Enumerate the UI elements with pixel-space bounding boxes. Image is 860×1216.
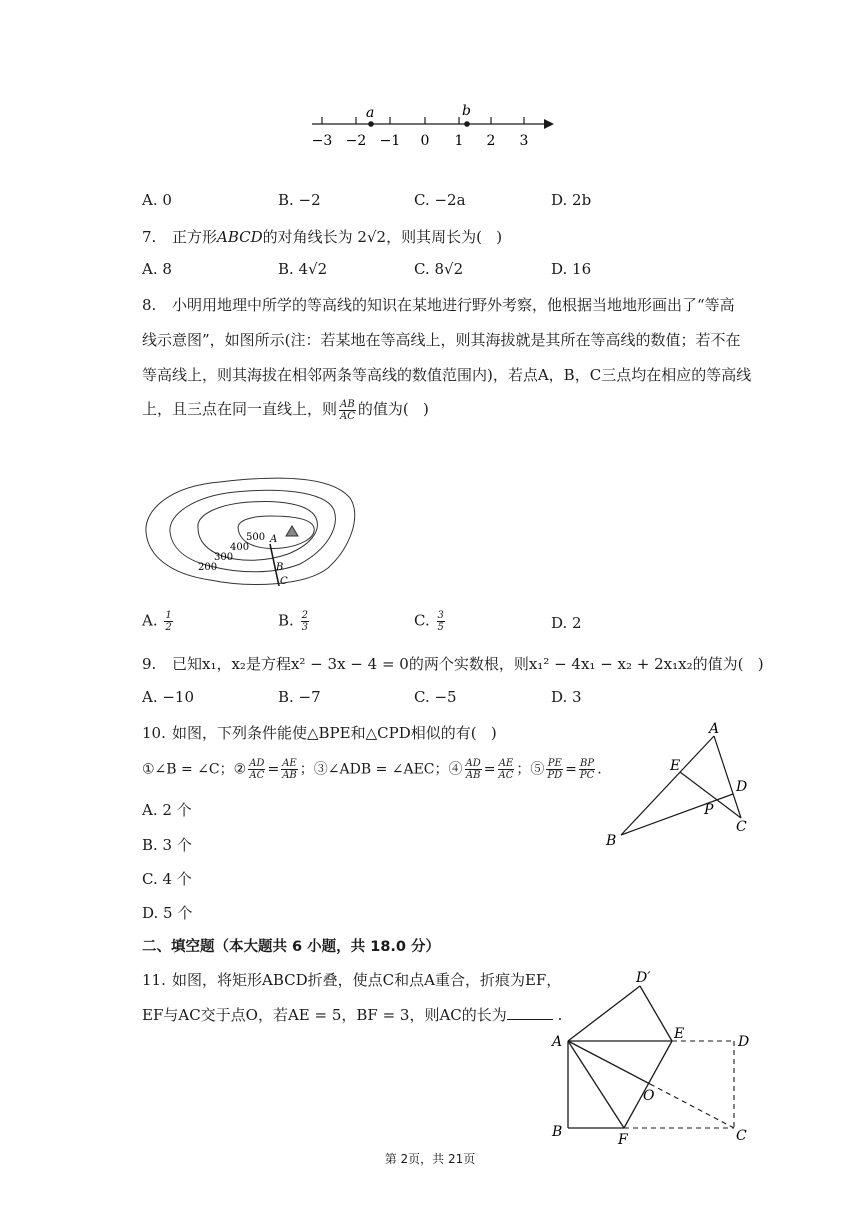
q9-option-a[interactable]: A. −10 — [142, 688, 195, 706]
q9-stem: 9. 已知x₁，x₂是方程x² − 3x − 4 = 0的两个实数根，则x₁² − 4x₁ − x₂ + 2x₁x₂的值为( ) — [142, 655, 764, 673]
q7-option-c[interactable]: C. 8√2 — [414, 260, 464, 278]
tick-label: 3 — [519, 133, 529, 149]
number-line-figure — [300, 100, 560, 160]
q10-conditions: ①∠B = ∠C；② $\frac{AD}{AC}$ = $\frac{AE}{AB}$ ；③∠ADB = ∠AEC；④ $\frac{AD}{AB}$ = $\frac{AE}{AC}$ ；⑤ $\frac{PE}{PD}$ = $\frac{BP}{PC}$ . — [142, 758, 602, 781]
tick-label: −1 — [379, 133, 401, 149]
q7-option-d[interactable]: D. 16 — [551, 260, 592, 278]
q10-option-c[interactable]: C. 4 个 — [142, 870, 192, 888]
point-b-label: B — [276, 562, 284, 573]
q9-option-d[interactable]: D. 3 — [551, 688, 582, 706]
point-b-label: b — [462, 103, 471, 119]
q8-number: 8. — [142, 296, 157, 314]
tick-label: 0 — [420, 133, 430, 149]
point-d-prime-label: D′ — [636, 970, 651, 986]
q7-option-a[interactable]: A. 8 — [142, 260, 172, 278]
q6-option-b[interactable]: B. −2 — [278, 191, 321, 209]
q7-number: 7. — [142, 228, 157, 246]
point-b-dot — [464, 121, 470, 127]
tick-label: 1 — [454, 133, 464, 149]
q9-number: 9. — [142, 655, 157, 673]
contour-label-500: 500 — [246, 532, 266, 543]
q8-line2: 线示意图”，如图所示(注：若某地在等高线上，则其海拔就是其所在等高线的数值；若不在 — [142, 331, 741, 349]
q11-number: 11. — [142, 971, 166, 989]
point-a-dot — [368, 121, 374, 127]
contour-map-figure — [140, 470, 360, 590]
q10-stem: 10. 如图，下列条件能使△BPE和△CPD相似的有( ) — [142, 724, 497, 742]
q10-option-b[interactable]: B. 3 个 — [142, 836, 192, 854]
peak-triangle-icon — [286, 526, 298, 536]
tick-label: −2 — [345, 133, 367, 149]
q8-line1: 8. 小明用地理中所学的等高线的知识在某地进行野外考察，他根据当地地形画出了“等高 — [142, 296, 735, 314]
q6-option-d[interactable]: D. 2b — [551, 191, 592, 209]
contour-label-400: 400 — [230, 542, 250, 553]
point-d-label: D — [738, 1034, 750, 1050]
q10-number: 10. — [142, 724, 166, 742]
q7-option-b[interactable]: B. 4√2 — [278, 260, 328, 278]
point-o-label: O — [643, 1088, 655, 1104]
point-e-label: E — [670, 758, 681, 774]
q8-line4: 上，且三点在同一直线上，则 $\frac{AB}{AC}$ 的值为( ) — [142, 398, 429, 422]
point-b-label: B — [606, 833, 617, 849]
q10-option-d[interactable]: D. 5 个 — [142, 904, 193, 922]
point-a-label: A — [270, 534, 278, 545]
contour-label-200: 200 — [198, 562, 218, 573]
q8-line3: 等高线上，则其海拔在相邻两条等高线的数值范围内)，若点A，B，C三点均在相应的等高线 — [142, 366, 752, 384]
q9-option-b[interactable]: B. −7 — [278, 688, 321, 706]
point-c-label: C — [736, 819, 747, 835]
point-a-label: A — [709, 721, 720, 737]
q10-option-a[interactable]: A. 2 个 — [142, 801, 192, 819]
q8-option-a[interactable]: A. $\frac{1}{2}$ — [142, 610, 172, 633]
contour-label-300: 300 — [214, 552, 234, 563]
section-heading: 二、填空题（本大题共 6 小题，共 18.0 分） — [142, 939, 441, 955]
q8-option-c[interactable]: C. $\frac{3}{5}$ — [414, 610, 444, 633]
q9-option-c[interactable]: C. −5 — [414, 688, 457, 706]
point-p-label: P — [704, 802, 714, 818]
q11-line2: EF与AC交于点O，若AE = 5，BF = 3，则AC的长为 . — [142, 1006, 563, 1024]
q6-option-c[interactable]: C. −2a — [414, 191, 466, 209]
point-d-label: D — [736, 779, 748, 795]
tick-label: 2 — [486, 133, 496, 149]
point-a-label: a — [366, 105, 375, 121]
point-f-label: F — [618, 1132, 628, 1146]
rectangle-fold-figure — [540, 966, 760, 1146]
q11-line1: 11. 如图，将矩形ABCD折叠，使点C和点A重合，折痕为EF， — [142, 971, 562, 989]
page-footer: 第 2页，共 21页 — [384, 1152, 476, 1166]
q6-option-a[interactable]: A. 0 — [142, 191, 172, 209]
q8-option-d[interactable]: D. 2 — [551, 614, 582, 632]
point-e-label: E — [674, 1026, 685, 1042]
point-c-label: C — [280, 576, 288, 587]
triangle-figure — [600, 718, 760, 858]
ab-over-ac-fraction: $\frac{AB}{AC}$ — [340, 398, 355, 422]
point-a-label: A — [552, 1034, 563, 1050]
point-b-label: B — [552, 1124, 563, 1140]
point-c-label: C — [736, 1128, 747, 1144]
q7-stem: 7. 正方形ABCD的对角线长为 2√2，则其周长为( ) — [142, 228, 503, 246]
tick-label: −3 — [311, 133, 333, 149]
q8-option-b[interactable]: B. $\frac{2}{3}$ — [278, 610, 308, 633]
